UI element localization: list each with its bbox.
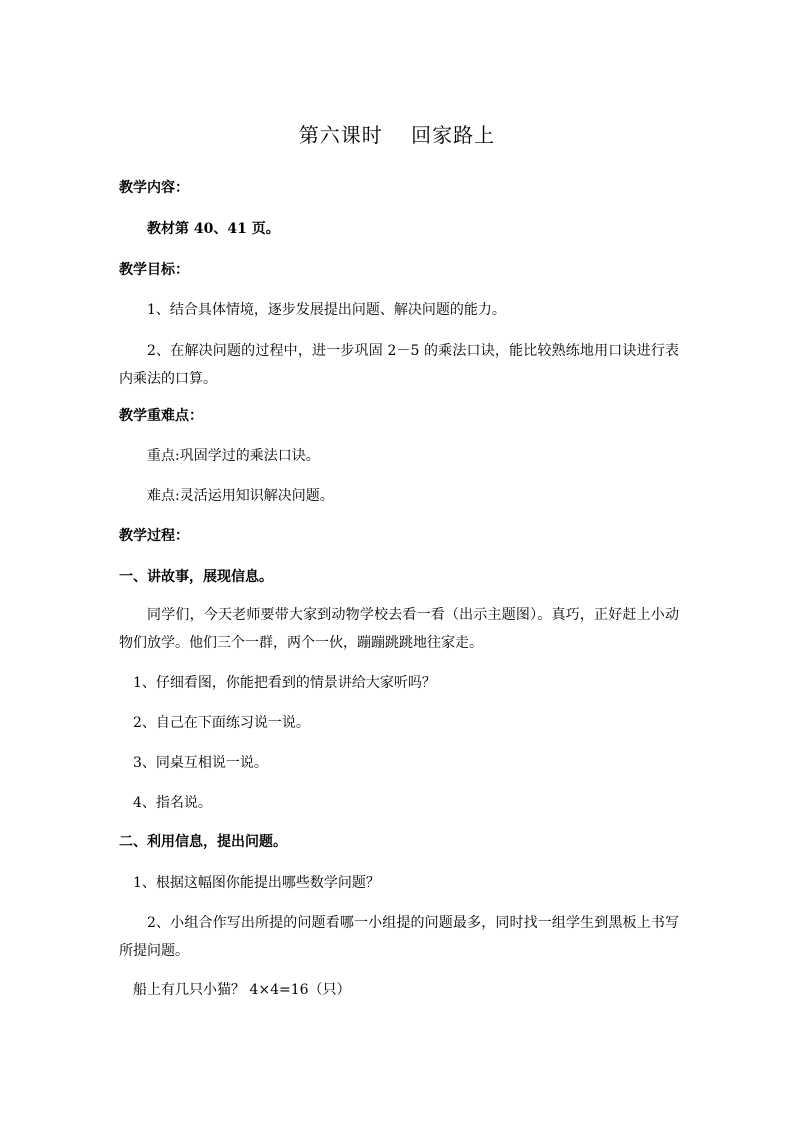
goal-1: 1、结合具体情境，逐步发展提出问题、解决问题的能力。 [147,302,506,318]
key-point: 重点:巩固学过的乘法口诀。 [147,448,320,464]
example-question: 船上有几只小猫？ 4×4=16（只） [133,982,351,998]
part1-intro: 同学们，今天老师要带大家到动物学校去看一看（出示主题图）。真巧，正好赶上小动物们放学。他们三个一群，两个一伙，蹦蹦跳跳地往家走。 [119,607,679,651]
goal-2: 2、在解决问题的过程中，进一步巩固 2－5 的乘法口诀，能比较熟练地用口诀进行表内乘法的口算。 [119,343,679,387]
part1-step-1: 1、仔细看图，你能把看到的情景讲给大家听吗？ [133,675,436,691]
part1-step-4: 4、指名说。 [133,795,212,811]
part2-heading: 二、利用信息，提出问题。 [119,834,287,850]
part1-step-3: 3、同桌互相说一说。 [133,755,268,771]
part2-step-1: 1、根据这幅图你能提出哪些数学问题？ [133,875,380,891]
content-text: 教材第 40、41 页。 [147,221,280,237]
key-difficulty-heading: 教学重难点： [119,408,203,424]
lesson-title: 第六课时 回家路上 [298,123,496,147]
content-heading: 教学内容： [119,180,189,196]
part1-step-2: 2、自己在下面练习说一说。 [133,715,310,731]
process-heading: 教学过程： [119,528,189,544]
part2-step-2: 2、小组合作写出所提的问题看哪一小组提的问题最多，同时找一组学生到黑板上书写所提问题。 [119,915,679,959]
goals-heading: 教学目标： [119,262,189,278]
difficult-point: 难点:灵活运用知识解决问题。 [147,488,334,504]
part1-heading: 一、讲故事，展现信息。 [119,569,273,585]
